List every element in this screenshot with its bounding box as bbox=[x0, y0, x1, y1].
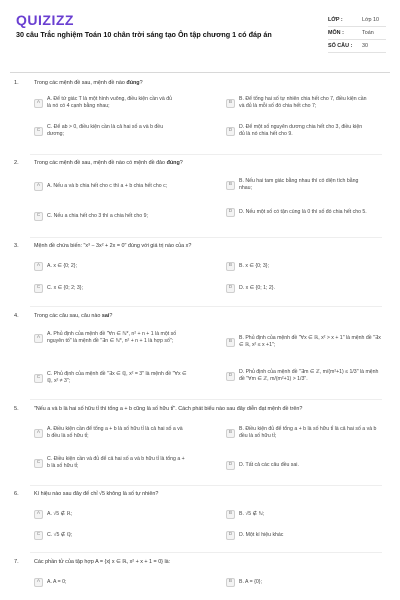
option-letter: B bbox=[226, 262, 235, 271]
question-6 bbox=[0, 491, 400, 549]
option-letter: C bbox=[34, 284, 43, 293]
question-number: 1. bbox=[14, 80, 19, 86]
option-letter: B bbox=[226, 429, 235, 438]
question-number: 4. bbox=[14, 313, 19, 319]
option-text: D. Để một số nguyên dương chia hết cho 3, điều kiện đủ là nó chia hết cho 9. bbox=[239, 124, 363, 138]
question-5 bbox=[0, 406, 400, 484]
option-letter: A bbox=[34, 99, 43, 108]
question-number: 7. bbox=[14, 559, 19, 565]
option-a[interactable] bbox=[34, 96, 177, 111]
option-letter: D bbox=[226, 461, 235, 470]
question-divider bbox=[30, 154, 382, 155]
option-text: D. x ∈ {0; 1; 2}. bbox=[239, 284, 275, 291]
meta-value: Lớp 10 bbox=[362, 17, 380, 23]
option-text: D. Phủ định của mệnh đề "∃m ∈ ℤ, m/(m²+1) ≤ 1/3" là mệnh đề "∀m ∈ ℤ, m/(m²+1) > 1/3". bbox=[239, 369, 379, 383]
option-text: B. Điều kiện đủ để tổng a + b là số hữu tỉ là cả hai số a và b đều là số hữu tỉ; bbox=[239, 426, 377, 440]
option-b[interactable] bbox=[226, 178, 369, 193]
option-text: C. Để ab > 0, điều kiện cần là cả hai số a và b đều dương; bbox=[47, 124, 164, 138]
option-text: B. A = {0}; bbox=[239, 578, 262, 585]
question-divider bbox=[30, 485, 382, 486]
option-letter: B bbox=[226, 510, 235, 519]
question-text: "Nếu a và b là hai số hữu tỉ thì tổng a + b cũng là số hữu tỉ". Cách phát biểu nào sau đây diễn đạt mệnh đề trên? bbox=[34, 406, 303, 412]
question-number: 3. bbox=[14, 243, 19, 249]
meta-row-subject bbox=[328, 27, 386, 40]
meta-row-count bbox=[328, 40, 386, 53]
question-divider bbox=[30, 306, 382, 307]
option-c[interactable] bbox=[34, 456, 187, 471]
meta-label: SỐ CÂU : bbox=[328, 43, 353, 49]
question-divider bbox=[30, 552, 382, 553]
question-divider bbox=[30, 399, 382, 400]
option-c[interactable] bbox=[34, 531, 177, 540]
option-text: D. Một kí hiệu khác bbox=[239, 531, 284, 538]
option-letter: B bbox=[226, 99, 235, 108]
option-letter: B bbox=[226, 578, 235, 587]
meta-label: LỚP : bbox=[328, 17, 343, 23]
option-d[interactable] bbox=[226, 531, 369, 540]
meta-panel bbox=[328, 14, 386, 53]
option-letter: C bbox=[34, 127, 43, 136]
question-text: Mệnh đề chứa biến: "x³ − 3x² + 2x = 0" đúng với giá trị nào của x? bbox=[34, 243, 192, 249]
option-text: D. Nếu một số có tận cùng là 0 thì số đó chia hết cho 5. bbox=[239, 208, 367, 215]
option-d[interactable] bbox=[226, 284, 369, 293]
option-text: B. Phủ định của mệnh đề "∀x ∈ ℝ, x² > x + 1" là mệnh đề "∃x ∈ ℝ, x² ≤ x +1"; bbox=[239, 335, 381, 349]
option-letter: B bbox=[226, 338, 235, 347]
option-letter: A bbox=[34, 429, 43, 438]
question-number: 5. bbox=[14, 406, 19, 412]
option-b[interactable] bbox=[226, 426, 381, 441]
option-letter: D bbox=[226, 127, 235, 136]
document-header bbox=[0, 0, 400, 72]
question-number: 2. bbox=[14, 160, 19, 166]
header-divider bbox=[10, 72, 390, 73]
option-text: C. √5 ∉ ℚ; bbox=[47, 531, 73, 538]
emphasis-keyword: đúng bbox=[166, 160, 180, 166]
question-text: Kí hiệu nào sau đây để chỉ √5 không là số tự nhiên? bbox=[34, 491, 159, 497]
meta-label: MÔN : bbox=[328, 30, 344, 36]
option-text: A. Để tứ giác T là một hình vuông, điều kiện cần và đủ là nó có 4 cạnh bằng nhau; bbox=[47, 96, 172, 110]
option-text: A. x ∈ {0; 2}; bbox=[47, 262, 77, 269]
option-text: C. Phủ định của mệnh đề "∃x ∈ ℚ, x² = 3" là mệnh đề "∀x ∈ ℚ, x² ≠ 3"; bbox=[47, 371, 187, 385]
option-letter: C bbox=[34, 374, 43, 383]
meta-value: Toán bbox=[362, 30, 374, 36]
option-text: B. Để tổng hai số tự nhiên chia hết cho 7, điều kiện cần và đủ là mỗi số đó chia hết cho 7; bbox=[239, 96, 367, 110]
option-b[interactable] bbox=[226, 578, 369, 587]
option-c[interactable] bbox=[34, 371, 187, 386]
question-text: Các phần tử của tập hợp A = {x| x ∈ ℝ, x² + x + 1 = 0} là: bbox=[34, 559, 171, 565]
option-text: A. √5 ∉ ℝ; bbox=[47, 510, 73, 517]
question-4 bbox=[0, 313, 400, 393]
option-text: D. Tất cả các câu đều sai. bbox=[239, 461, 299, 468]
option-letter: D bbox=[226, 208, 235, 217]
emphasis-keyword: sai bbox=[101, 313, 110, 319]
option-letter: D bbox=[226, 372, 235, 381]
option-c[interactable] bbox=[34, 284, 177, 293]
question-text: Trong các câu sau, câu nào sai? bbox=[34, 313, 113, 319]
option-b[interactable] bbox=[226, 262, 369, 271]
option-b[interactable] bbox=[226, 335, 381, 350]
option-a[interactable] bbox=[34, 182, 197, 191]
option-text: A. Nếu a và b chia hết cho c thì a + b chia hết cho c; bbox=[47, 182, 168, 189]
document-title: 30 câu Trắc nghiệm Toán 10 chân trời sáng tạo Ôn tập chương 1 có đáp án bbox=[16, 30, 272, 39]
question-number: 6. bbox=[14, 491, 19, 497]
option-d[interactable] bbox=[226, 208, 369, 217]
option-a[interactable] bbox=[34, 578, 177, 587]
option-letter: C bbox=[34, 459, 43, 468]
question-text: Trong các mệnh đề sau, mệnh đề nào có mệnh đề đảo đúng? bbox=[34, 160, 183, 166]
option-letter: B bbox=[226, 181, 235, 190]
option-text: B. Nếu hai tam giác bằng nhau thì có diện tích bằng nhau; bbox=[239, 178, 359, 192]
option-d[interactable] bbox=[226, 461, 369, 470]
option-text: A. Điều kiện cần để tổng a + b là số hữu tỉ là cả hai số a và b đều là số hữu tỉ; bbox=[47, 426, 183, 440]
option-b[interactable] bbox=[226, 96, 369, 111]
option-a[interactable] bbox=[34, 331, 187, 346]
emphasis-keyword: đúng bbox=[126, 80, 140, 86]
option-a[interactable] bbox=[34, 262, 177, 271]
question-3 bbox=[0, 243, 400, 301]
option-letter: C bbox=[34, 531, 43, 540]
option-letter: D bbox=[226, 531, 235, 540]
option-a[interactable] bbox=[34, 426, 187, 441]
question-text: Trong các mệnh đề sau, mệnh đề nào đúng? bbox=[34, 80, 143, 86]
option-text: C. Điều kiện cần và đủ để cả hai số a và b hữu tỉ là tổng a + b là số hữu tỉ; bbox=[47, 456, 185, 470]
option-c[interactable] bbox=[34, 124, 177, 139]
option-letter: C bbox=[34, 212, 43, 221]
option-a[interactable] bbox=[34, 510, 177, 519]
quizizz-logo: QUIZIZZ bbox=[16, 12, 74, 28]
option-letter: D bbox=[226, 284, 235, 293]
meta-row-class bbox=[328, 14, 386, 27]
option-text: B. √5 ∉ ℕ; bbox=[239, 510, 265, 517]
option-letter: A bbox=[34, 510, 43, 519]
option-letter: A bbox=[34, 578, 43, 587]
option-c[interactable] bbox=[34, 212, 197, 221]
option-b[interactable] bbox=[226, 510, 369, 519]
option-text: C. Nếu a chia hết cho 3 thì a chia hết cho 9; bbox=[47, 212, 148, 219]
option-text: B. x ∈ {0; 3}; bbox=[239, 262, 269, 269]
question-divider bbox=[30, 237, 382, 238]
question-7 bbox=[0, 559, 400, 599]
option-text: A. A = 0; bbox=[47, 578, 67, 585]
question-2 bbox=[0, 160, 400, 230]
meta-value: 30 bbox=[362, 43, 368, 49]
option-text: A. Phủ định của mệnh đề "∀n ∈ ℕ*, n² + n + 1 là một số nguyên tố" là mệnh đề "∃n ∈ ℕ*, n² + n + 1 là hợp số"; bbox=[47, 331, 177, 345]
option-letter: A bbox=[34, 262, 43, 271]
option-d[interactable] bbox=[226, 369, 381, 384]
option-d[interactable] bbox=[226, 124, 369, 139]
option-letter: A bbox=[34, 182, 43, 191]
option-text: C. x ∈ {0; 2; 3}; bbox=[47, 284, 83, 291]
option-letter: A bbox=[34, 334, 43, 343]
question-1 bbox=[0, 80, 400, 150]
